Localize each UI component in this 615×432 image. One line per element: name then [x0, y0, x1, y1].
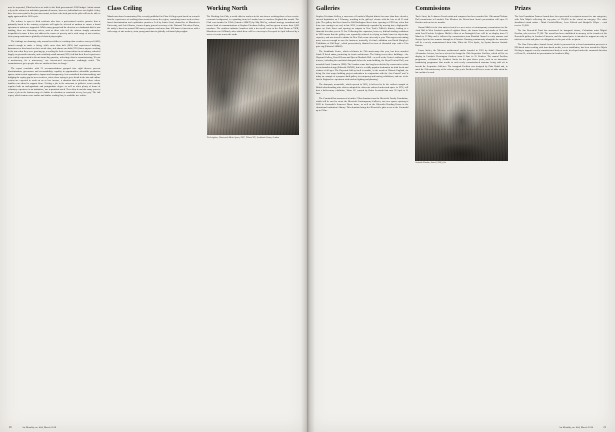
folio-left: 20 — [9, 426, 12, 429]
right-column-3 — [515, 6, 607, 418]
photo-leighton — [207, 39, 299, 135]
right-column-1 — [316, 6, 408, 418]
paragraph: Tarek Atoui, the Lebanese-French artist and composer has been awarded the 11th annual Turbine Hall commission at London's Tate Modern; the Beirut-born Atoui's presentation will open 25 October and run for six months. — [415, 14, 508, 24]
paragraph: The Vane Fairweather Annual Award, which is presented via a closed nomination process to a UK-based artist working with time-based media, text or installation, has been awarded to Myria Nieling to support a newly commissioned body of work, developed under the curatorial direction of Fiona Ye, scheduled for presentation in London in May. — [514, 43, 607, 56]
paragraph: The scheme is open to Irish residents who have a professional creative practice that is primarily based in the country; recipients will again be selected at random to ensure a broad spectrum of artists are supported. While many groups hail the decision as a landmark shift in arts funding, there are dissenting voices, such as those who feel the scheme simply entrenches inequalities because it does not address the causes of poverty and a wide range of arts workers, from young musicians to globally celebrated playwrights. — [8, 20, 101, 39]
right-col2-text — [415, 15, 507, 74]
left-col1-text — [8, 6, 100, 97]
left-page-columns — [8, 6, 299, 418]
paragraph: The findings are damning: only around two-fifths of working-class creatives surveyed (44%) earned enough to make a living, while more than half (58%) had experienced bullying, harassment or bias based on their social class, and almost one-fifth (23%) knew anyone working in the arts when they were growing up, revealing the lack of connections in an industry schooled largely on personal networks, and a similarly small amount (18%) felt that their lived experiences were widely represented in the art forms they practise, reflecting a bias in commissioning. 'It's not a meritocracy, it's a microcracy,' one interviewed screenwriter scathingly noted. 'The commissioners go to people who are similar to those in charge.' — [8, 40, 101, 65]
right-col3-text — [515, 15, 607, 56]
left-col2-text — [107, 15, 199, 33]
left-column-1 — [8, 6, 100, 418]
paragraph: The Courtauld has announced a further £10m donation from the Bleavicki Family Foundation, which will be used to create the Bleavicki Contemporary Galleries, two new spaces opening in 2029 in Courtauld's Somerset House home, as well as the Bleavicki Reading Room in the educational institution's library. This donation brings the Bleavicki's gifts so far to the Courtauld up to £20m. — [316, 96, 409, 113]
paragraph: The skatepark, meanwhile, which opened in 2005, is believed to be the earliest example of British skateboarding after skaters adopted the otherwise unloved undercroft space in 1976, will host a half-century exhibition, 'Skate 50', curated by Oskar Lewinski that runs 30 April to 31 June. — [316, 82, 409, 95]
running-head-left: Art Monthly no. 464, March 2018 — [22, 426, 57, 429]
paragraph: Laura Atelier, the Mexican architectural studio founded in 2015 by Isabel Abascal and Alessandro Arienzo, has been selected to design the 25th Serpentine Pavilion, which will be on display in London's Kensington Gardens from 6 June to 25 October. The annual Pavilion programme, celebrated by Architect Sachs for the past dozen years, took in an innovative fundraising programme that results in each newly commissioned structure being sold off to benefit the Serpentine Galleries. The inaugural Pavilion was designed by Zaha Hadid and, to mark the 25th anniversary of the scheme, this year's Pavilion will host a series of talks about the late architect's work. — [415, 49, 508, 74]
paragraph: The report concludes with 21 recommendations grouped into eight themes: prevent discrimination; governance and accountability; equality in opportunities; affordable production spaces; artist-centric approaches; impact and transparency; less-centralised decision-making; and bridging the equity gap for new creatives, where those trying to get a break in the arts and culture sectors are expected to work on no or low income, a situation that self-selects those whose families can afford to support them. 'Getting a job in the museums or galleries sector usually requires both an undergraduate and postgraduate degree as well as often plenty of hours of voluntary experience in an institution,' one respondent noted. 'Even then it can take many years to secure a job on the bottom rung of a ladder in education or curatorial at very low pay.' The full report, which features case studies and further reading lists, is available free online. — [8, 66, 101, 98]
paragraph: now be requested, Ultra has been set aside in the Irish government's 2018 budget. Artists cannot rely on the scheme for indefinite guaranteed income, however; individuals are not eligible if they have been successful in the previous round, as those who took part in the pilot will not be able to apply again until the 2020 cycle. — [8, 6, 101, 19]
right-page-columns — [316, 6, 607, 418]
right-column-2 — [415, 6, 507, 418]
section-heading-commissions: Commissions — [415, 5, 451, 12]
paragraph: Manchester-based commentary Rise recently published its Class Ceiling report based on research into the experiences of working-class creatives across the region, examining issues such as class-based discrimination and exploitative practices. Led by Samir Afzal, chancellor of Manchester University, and Aria Gilmore, former deputy general secretary of the National Television Union, the study is based on around 300 survey responses and more than 100 hours of interviews with a wide range of arts workers, from young musicians to globally celebrated playwrights. — [107, 14, 200, 34]
section-heading-working-north: Working North — [206, 5, 248, 12]
paragraph: The Southbank Centre, which celebrates its 75th anniversary this year, has been awarded Grade II listed status, protecting its iconic architecture. The listing covers three buildings – the Hayward Gallery, Purcell Room and Queen Elizabeth Hall – as well as the Centre's walkways and terraces, including the unofficial skatepark below the main building, the Royal Festival Hall, was awarded Grade I status in 1988). The London venue has long been derided by conservative critics for its brutalist design (Editorial AM365), but it is a wildly popular destination for both locals and visitors of all ages. The Hayward Gallery itself is notable, in the words of Historic England, for being 'the first major building project undertaken in conjunction with the Arts Council' and 'is today an example of a purpose-built gallery for temporary and touring exhibitions, and one of the first in England to experiment with modern lighting and planning'. — [316, 50, 409, 81]
photo-caption-kaadan: Soulaide Kaadan, Stencil, 2026, film — [415, 162, 446, 165]
folio-right: 21 — [603, 426, 606, 429]
left-column-2 — [107, 6, 199, 418]
paragraph: The Working Arts Club, a social club for workers in the arts from a working-class or lower socio-economic background, is expanding from its London base to northern England this month. The Club was founded in 2024 (Artnotes AM478) by Maj McCoy, cultural strategy consultant and former head of communications at Stephen Friedman Gallery, and has grown to more than 1,000 members. The northern initiative launches with a free-to-all event in the Pink Room at YKK, Manchester on 24 March, after which there will be a meet-up in Liverpool in April followed by a series of events across the north. — [206, 14, 299, 37]
paragraph: Rumui Mallet is the first artist selected in a new series of contemporary commissions for the Arab Hall in West London's opulent Leighton House, the former home and studio of Victorian artist Lord Frederic Leighton. Mallet's Atlas of an Entangled Gaze will be on display from 21 March to 13 May and is followed by commissions from Kamilah Ahmed in early summer and Soraya Syed in late summer through to 4 October. Running continuously alongside the artworks will be a newly commissioned short film, When the Tiles Spoke, by Syrian director Souhale Kaadan. — [415, 25, 508, 48]
right-col1-text — [316, 15, 408, 112]
photo-caption-leighton: The Leighton, Chatsworth Music Space, 2007, 'Ellerte NO', Southbank Centre, London — [206, 136, 279, 139]
right-page — [308, 0, 615, 432]
section-heading-class-ceiling: Class Ceiling — [107, 5, 142, 12]
left-col3-text — [207, 15, 299, 36]
section-heading-prizes: Prizes — [514, 5, 531, 12]
left-column-3 — [207, 6, 299, 418]
section-heading-galleries: Galleries — [316, 5, 340, 12]
paragraph: The Ian Rosenfeld Fund has announced its inaugural winner, Colombian artist Miguel Escobar, who receives £7,500. The award has been established in memory of the founder of the Rosenfeld gallery in London's Fitzrovia, and the annual prize is intended to support an early to mid-career artist and places no obligations on the part of the recipient. — [514, 28, 607, 42]
photo-kaadan-film-still — [415, 77, 507, 161]
paragraph: The Arts Foundation Futures Awards have been presented to recipients across five arts categories, with Erin Majali collecting the top prize of £20,000 in the visual art category. The other shortlisted visual artists – Mark Corfield-Moore, Jesse Pollock and Shaqkelle Whyte – each receive £5,000. — [514, 14, 607, 27]
paragraph: Stephen Friedman Gallery, a successor of London's Mayfair district for more than three decades, entered liquidation on 2 February, resulting in the gallery's closure with the loss of all 25 staff jobs. The gallery had been based in Old Burlington Street since opening in 1995 but, when this lease was coming to an end, in late 2025, it ambitiously expanded by moving into a high-profile space on Cork Street and opening an outpost in New York's TriBeCa district, leading to a financial loss that year of £1.2m. Following this expansion, however, difficult trading conditions in 2026 meant that the gallery was reportedly reduced to relying on bank loans for day-to-day expenses, and was forced to shutter its New York venue after only a year. This urgent cost-cutting move was not enough to save the business; ironically, it's final exhibition was David Shrigley's 'Exhibition of Old Rope', which provocatively flaunted ten tons of discarded rope with a £1m price tag (Editorial AM462). — [316, 14, 409, 49]
running-head-right: Art Monthly no. 464, March 2018 — [558, 426, 593, 429]
